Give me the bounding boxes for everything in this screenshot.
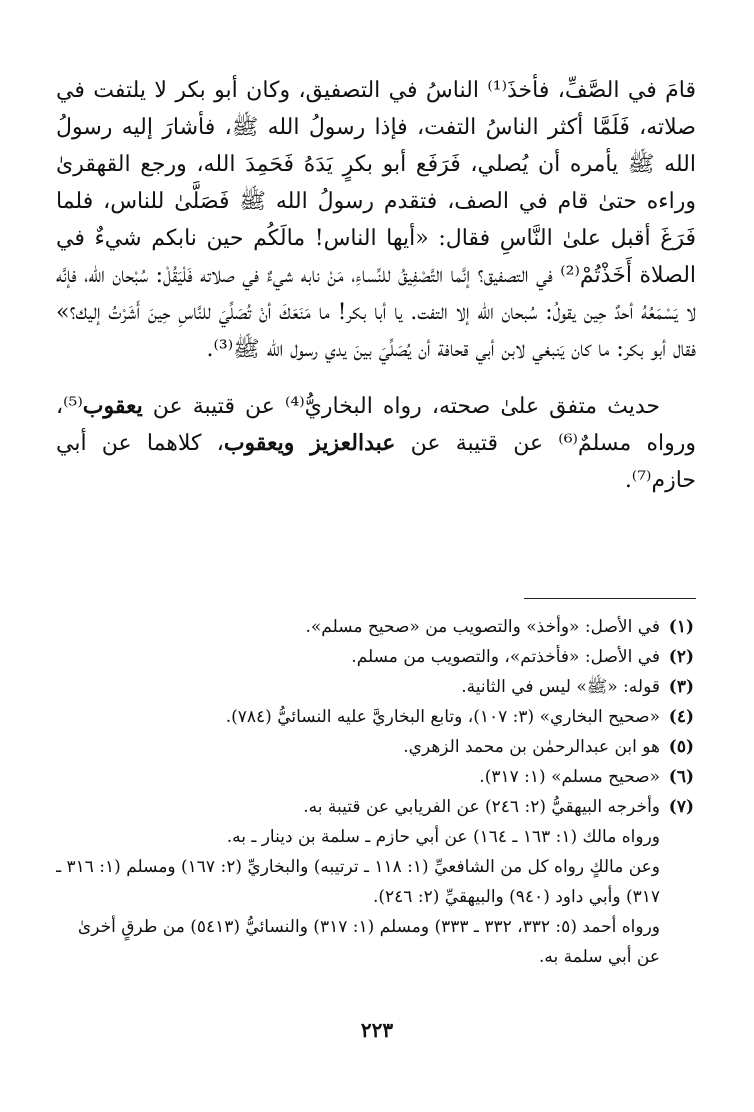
footnote-text: وأخرجه البيهقيُّ (٢: ٢٤٦) عن الفريابي عن قتيبة به. (303, 797, 660, 817)
footnote-number: (٤) (668, 707, 694, 727)
footnote-item (54, 762, 694, 792)
takhrij-text-a: حديث متفق علىٰ صحته، رواه البخاريُّ⁽⁴⁾ عن قتيبة عن (152, 394, 660, 419)
footnote-item (54, 612, 694, 642)
footnotes (54, 612, 694, 972)
footnote-item (54, 702, 694, 732)
footnote-text: «صحيح البخاري» (٣: ١٠٧)، وتابع البخاريَّ عليه النسائيُّ (٧٨٤). (225, 707, 660, 727)
footnote-text: «صحيح مسلم» (١: ٣١٧). (479, 767, 660, 787)
takhrij-text-b: ⁽⁵⁾، ورواه مسلمٌ⁽⁶⁾ عن قتيبة عن (56, 394, 696, 456)
footnote-number: (٣) (668, 677, 694, 697)
hadith-paragraph: قامَ في الصَّفِّ، فأخذَ⁽¹⁾ الناسُ في التصفيق، وكان أبو بكر لا يلتفت في صلاته، فَلَمَّا أكثر الناسُ التفت، فإذا رسولُ الله ﷺ، فأشارَ إليه رسولُ الله ﷺ يأمره أن يُصلي، فَرَفَع أبو بكرٍ يَدَهُ فَحَمِدَ الله، ورجع القهقرىٰ وراءه حتىٰ قام في الصف، فتقدم رسولُ الله ﷺ فَصَلَّىٰ للناس، فلما فَرَغَ أقبل علىٰ النَّاسِ فقال: «أيها الناس! مالَكُم حين نابكم شيءٌ في الصلاة أَخَذْتُمْ⁽²⁾ في التصفيق؟ إنَّما التَّصْفِيقُ للنِّساءِ، مَنْ نابه شيءٌ في صلاته فَلْيَقُلْ: سُبْحان الله، فإنَّه لا يَسْمَعُهُ أحدٌ حِين يقولُ: سُبحان الله إلا التفت. يا أبا بكر! ما مَنَعَكَ أنْ تُصَلِّيَ للنَّاسِ حِينَ أَشَرْتُ إليك؟» فقال أبو بكر: ما كان يَنبغي لابن أبي قحافة أن يُصَلِّيَ بينَ يدي رسول الله ﷺ⁽³⁾. (56, 78, 697, 362)
takhrij-narrators: عبدالعزيز ويعقوب (223, 430, 396, 456)
page-number: ٢٢٣ (360, 1018, 394, 1042)
footnote-number: (٦) (668, 767, 694, 787)
footnote-item (54, 792, 694, 822)
footnote-item (54, 672, 694, 702)
footnote-item (54, 732, 694, 762)
footnote-continuation: ورواه أحمد (٥: ٣٣٢، ٣٣٢ ـ ٣٣٣) ومسلم (١: ٣١٧) والنسائيُّ (٥٤١٣) من طرقٍ أخرىٰ عن أبي سلمة به. (77, 917, 660, 967)
takhrij-paragraph (56, 388, 696, 499)
footnote-continuation: ورواه مالك (١: ١٦٣ ـ ١٦٤) عن أبي حازم ـ سلمة بن دينار ـ به. (226, 827, 660, 847)
main-text (56, 72, 696, 499)
footnote-number: (٥) (668, 737, 694, 757)
footnote-number: (٢) (668, 647, 694, 667)
takhrij-text-c: ، كلاهما عن أبي حازم⁽⁷⁾. (56, 431, 696, 493)
footnote-item (54, 642, 694, 672)
footnote-text: في الأصل: «فأخذتم»، والتصويب من مسلم. (351, 647, 660, 667)
footnote-text: هو ابن عبدالرحمٰن بن محمد الزهري. (403, 737, 660, 757)
footnote-number: (٧) (668, 797, 694, 817)
footnote-number: (١) (668, 617, 694, 637)
footnote-continuation: وعن مالكٍ رواه كل من الشافعيِّ (١: ١١٨ ـ ترتيبه) والبخاريِّ (٢: ١٦٧) ومسلم (١: ٣١٦ ـ ٣١٧) وأبي داود (٩٤٠) والبيهقيِّ (٢: ٢٤٦). (56, 857, 660, 907)
footnote-separator (524, 598, 696, 599)
takhrij-narrator-yaqub: يعقوب (82, 393, 143, 419)
footnote-text: في الأصل: «وأخذ» والتصويب من «صحيح مسلم». (305, 617, 660, 637)
footnote-text: قوله: «ﷺ» ليس في الثانية. (461, 677, 660, 697)
